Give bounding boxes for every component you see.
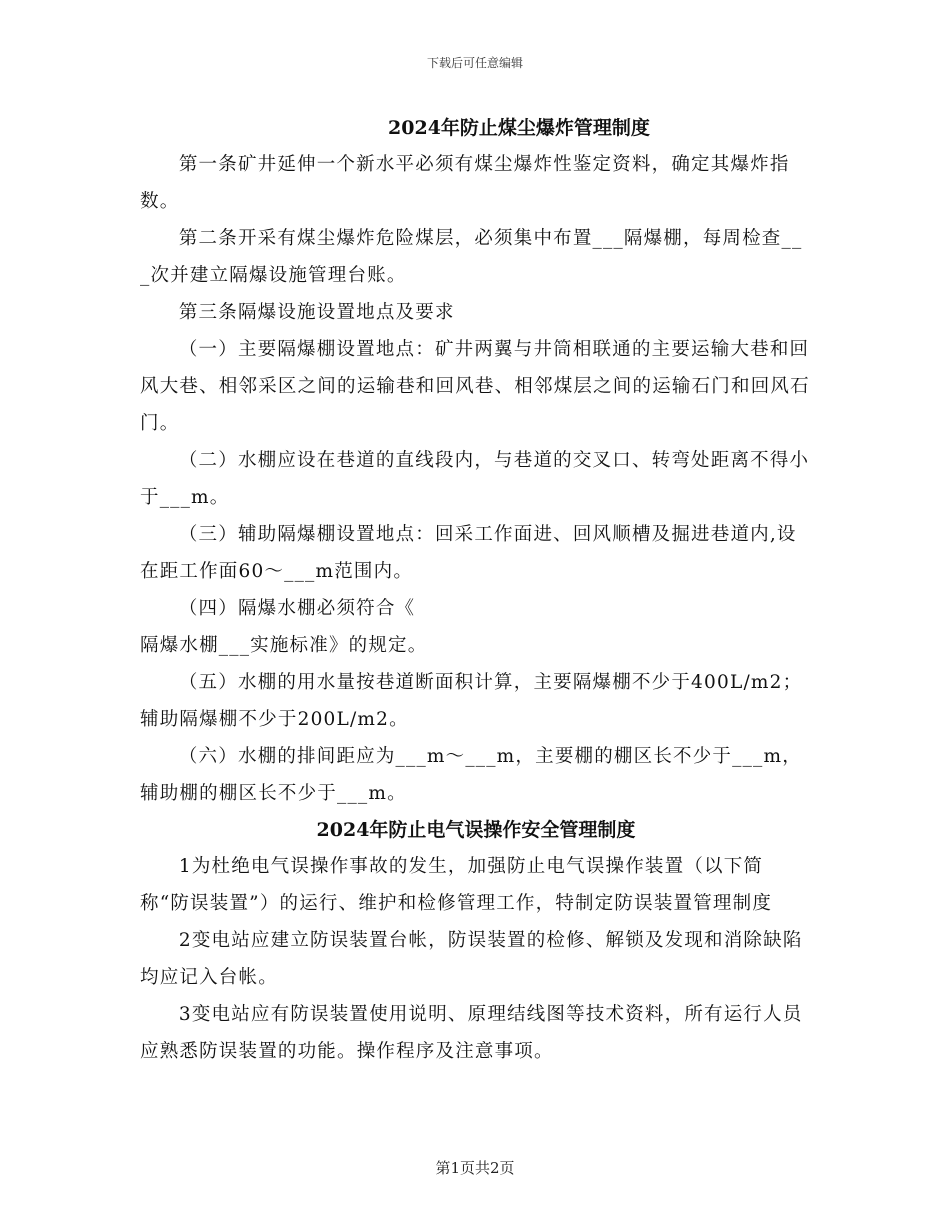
doc2-para-2: 2变电站应建立防误装置台帐，防误装置的检修、解锁及发现和消除缺陷均应记入台帐。 — [140, 930, 803, 988]
doc1-para-5: （二）水棚应设在巷道的直线段内，与巷道的交叉口、转弯处距离不得小于___m。 — [140, 450, 810, 508]
doc2-para-3: 3变电站应有防误装置使用说明、原理结线图等技术资料，所有运行人员应熟悉防误装置的功能。操作程序及注意事项。 — [140, 1004, 803, 1062]
doc1-title: 2024年防止煤尘爆炸管理制度 — [388, 117, 650, 139]
doc1-para-4: （一）主要隔爆棚设置地点：矿井两翼与井筒相联通的主要运输大巷和回风大巷、相邻采区之间的运输巷和回风巷、相邻煤层之间的运输石门和回风石门。 — [140, 339, 810, 434]
doc2-title: 2024年防止电气误操作安全管理制度 — [316, 819, 636, 841]
doc2-para-1: 1为杜绝电气误操作事故的发生，加强防止电气误操作装置（以下简称“防误装置”）的运行、维护和检修管理工作，特制定防误装置管理制度 — [140, 856, 773, 914]
doc1-para-3: 第三条隔爆设施设置地点及要求 — [178, 302, 455, 323]
page-footer: 第1页共2页 — [435, 1159, 515, 1177]
page-header: 下载后可任意编辑 — [426, 56, 523, 70]
doc1-para-9: （五）水棚的用水量按巷道断面积计算，主要隔爆棚不少于400L/m2；辅助隔爆棚不少于200L/m2。 — [140, 672, 803, 730]
document-body — [140, 110, 812, 1070]
doc1-para-6: （三）辅助隔爆棚设置地点：回采工作面进、回风顺槽及掘进巷道内,设在距工作面60～___m范围内。 — [140, 524, 797, 582]
doc1-para-7: （四）隔爆水棚必须符合《 — [178, 598, 416, 619]
doc1-para-8: 隔爆水棚___实施标准》的规定。 — [140, 635, 428, 656]
doc1-para-2: 第二条开采有煤尘爆炸危险煤层，必须集中布置___隔爆棚，每周检查___次并建立隔爆设施管理台账。 — [140, 228, 803, 286]
doc1-para-10: （六）水棚的排间距应为___m～___m，主要棚的棚区长不少于___m，辅助棚的棚区长不少于___m。 — [140, 746, 802, 804]
doc1-para-1: 第一条矿井延伸一个新水平必须有煤尘爆炸性鉴定资料，确定其爆炸指数。 — [140, 154, 790, 212]
